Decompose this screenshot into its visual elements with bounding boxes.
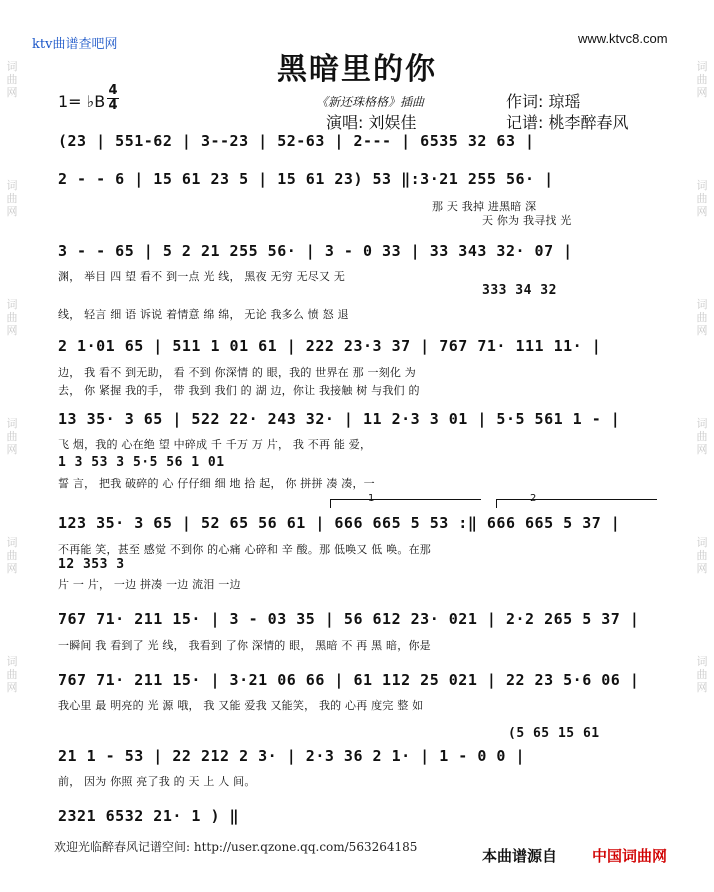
ending-number-2: 2 [530, 493, 537, 504]
score-line-7: 767 71· 211 15· | 3 - 03 35 | 56 612 23· 021 | 2·2 265 5 37 | [58, 610, 640, 628]
ending-bracket-2 [496, 499, 657, 508]
singer: 演唱: 刘娱佳 [326, 113, 417, 132]
lyric-line-6b: 片 一 片， 一边 拼凑 一边 流泪 一边 [58, 578, 241, 591]
site-link-right[interactable]: www.ktvc8.com [578, 31, 668, 46]
song-title: 黑暗里的你 [277, 52, 437, 87]
subtitle: 《新还珠格格》插曲 [316, 95, 425, 109]
score-line-2: 2 - - 6 | 15 61 23 5 | 15 61 23) 53 ‖:3·21 255 56· | [58, 170, 554, 188]
lyric-line-8a: 我心里 最 明亮的 光 源 哦， 我 又能 爱我 又能笑， 我的 心再 度完 整 如 [58, 699, 424, 712]
footer-welcome: 欢迎光临醉春风记谱空间: http://user.qzone.qq.com/563264185 [54, 840, 418, 854]
ending-bracket-1 [330, 499, 481, 508]
lyricist: 作词: 琼瑶 [506, 92, 581, 111]
lyric-line-9a: 前， 因为 你照 亮了我 的 天 上 人 间。 [58, 775, 256, 788]
score-line-4: 2 1·01 65 | 511 1 01 61 | 222 23·3 37 | 767 71· 111 11· | [58, 337, 602, 355]
ending-number-1: 1 [368, 493, 375, 504]
transcriber: 记谱: 桃李醉春风 [506, 113, 629, 132]
lyric-line-2a: 那 天 我掉 进黑暗 深 [432, 200, 537, 213]
source-site-name[interactable]: 中国词曲网 [592, 847, 668, 865]
time-signature: 4 4 [108, 83, 118, 113]
lyric-line-6a: 不再能 笑，甚至 感觉 不到你 的心痛 心碎和 辛 酸。那 低唤又 低 唤。在那 [58, 543, 431, 556]
variant-notes-6: 12 353 3 [58, 557, 125, 572]
interlude-notes: (5 65 15 61 [508, 726, 600, 741]
score-line-10: 2321 6532 21· 1 ) ‖ [58, 807, 240, 825]
score-line-3: 3 - - 65 | 5 2 21 255 56· | 3 - 0 33 | 33 343 32· 07 | [58, 242, 573, 260]
lyric-line-3a: 渊， 举目 四 望 看不 到一点 光 线， 黑夜 无穷 无尽又 无 [58, 270, 346, 283]
lyric-line-5b: 誓 言， 把我 破碎的 心 仔仔细 细 地 拾 起， 你 拼拼 凑 凑，一 [58, 477, 375, 490]
source-label: 本曲谱源自 [482, 847, 558, 865]
site-link-left[interactable]: ktv曲谱查吧网 [32, 37, 118, 52]
lyric-line-3b: 线， 轻言 细 语 诉说 着情意 绵 绵， 无论 我多么 愤 怒 退 [58, 308, 349, 321]
score-line-1: (23 | 551-62 | 3--23 | 52-63 | 2--- | 6535 32 63 | [58, 132, 535, 150]
lyric-line-2b: 天 你为 我寻找 光 [482, 214, 572, 227]
variant-notes-5: 1 3 53 3 5·5 56 1 01 [58, 455, 225, 470]
score-line-8: 767 71· 211 15· | 3·21 06 66 | 61 112 25 021 | 22 23 5·6 06 | [58, 671, 640, 689]
right-watermark: 词曲网 词曲网 词曲网 词曲网 词曲网 词曲网 [696, 60, 708, 694]
score-line-9: 21 1 - 53 | 22 212 2 3· | 2·3 36 2 1· | 1 - 0 0 | [58, 747, 526, 765]
score-line-5: 13 35· 3 65 | 522 22· 243 32· | 11 2·3 3 01 | 5·5 561 1 - | [58, 410, 621, 428]
lyric-line-4a: 边， 我 看不 到无助， 看 不到 你深情 的 眼，我的 世界在 那 一刻化 为 [58, 366, 416, 379]
left-watermark: 词曲网 词曲网 词曲网 词曲网 词曲网 词曲网 [6, 60, 18, 694]
lyric-line-7a: 一瞬间 我 看到了 光 线， 我看到 了你 深情的 眼， 黑暗 不 再 黑 暗，你是 [58, 639, 431, 652]
variant-notes-3: 333 34 32 [482, 283, 557, 298]
key-signature: 1= ♭B [58, 92, 106, 111]
lyric-line-4b: 去， 你 紧握 我的手， 带 我到 我们 的 湖 边，你让 我接触 树 与我们 的 [58, 384, 420, 397]
score-line-6: 123 35· 3 65 | 52 65 56 61 | 666 665 5 53 :‖ 666 665 5 37 | [58, 514, 621, 532]
lyric-line-5a: 飞 烟，我的 心在绝 望 中碎成 千 千万 万 片， 我 不再 能 爱， [58, 438, 372, 451]
